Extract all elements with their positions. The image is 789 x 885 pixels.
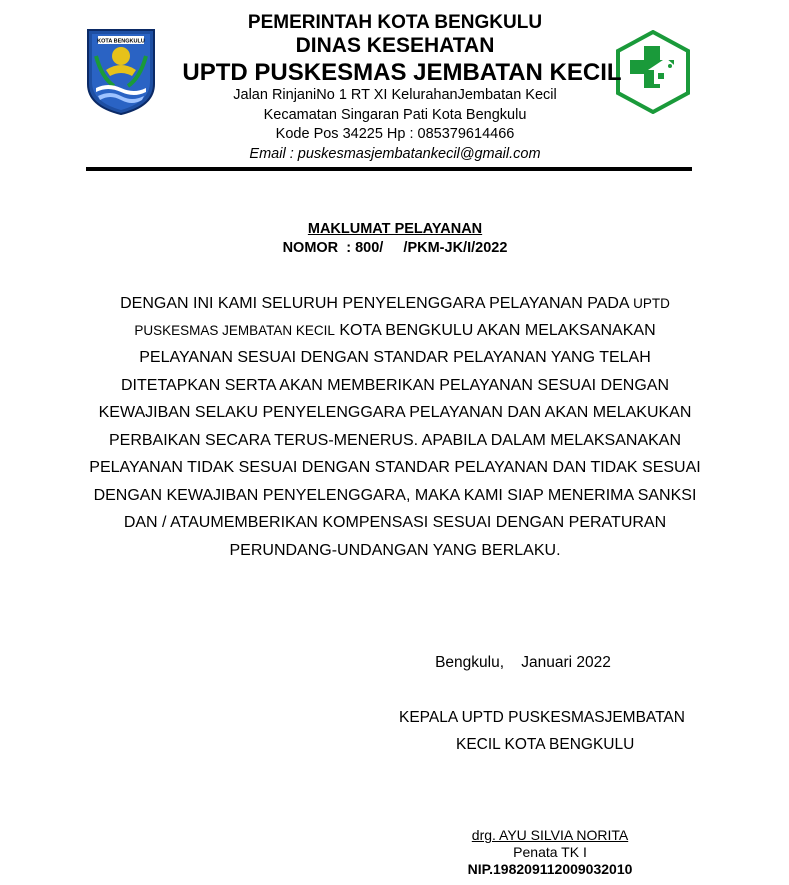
position-line-1: KEPALA UPTD PUSKESMASJEMBATAN bbox=[399, 709, 685, 726]
body-line-2 bbox=[60, 322, 730, 340]
city-crest-logo bbox=[84, 26, 158, 116]
header-department: DINAS KESEHATAN bbox=[295, 34, 495, 57]
body-line-10: PERUNDANG-UNDANGAN YANG BERLAKU. bbox=[229, 542, 561, 559]
header-address-postal: Kode Pos 34225 Hp : 085379614466 bbox=[275, 126, 515, 142]
signer-name: drg. AYU SILVIA NORITA bbox=[471, 827, 629, 843]
body-text: PUSKESMAS JEMBATAN KECIL bbox=[134, 323, 335, 338]
svg-text:KOTA BENGKULU: KOTA BENGKULU bbox=[97, 38, 145, 45]
header-address-district: Kecamatan Singaran Pati Kota Bengkulu bbox=[263, 107, 527, 123]
body-text: KOTA BENGKULU AKAN MELAKSANAKAN bbox=[334, 322, 656, 339]
letterhead-divider bbox=[86, 167, 692, 171]
header-email: Email : puskesmasjembatankecil@gmail.com bbox=[249, 146, 541, 162]
body-line-7: PELAYANAN TIDAK SESUAI DENGAN STANDAR PELAYANAN DAN TIDAK SESUAI bbox=[89, 459, 701, 476]
document-number: NOMOR : 800/ /PKM-JK/I/2022 bbox=[282, 240, 508, 256]
place-date: Bengkulu, Januari 2022 bbox=[435, 654, 611, 671]
body-line-3: PELAYANAN SESUAI DENGAN STANDAR PELAYANAN YANG TELAH bbox=[139, 349, 651, 366]
body-line-8: DENGAN KEWAJIBAN PENYELENGGARA, MAKA KAMI SIAP MENERIMA SANKSI bbox=[93, 487, 697, 504]
body-text: UPTD bbox=[633, 296, 670, 311]
body-line-4: DITETAPKAN SERTA AKAN MEMBERIKAN PELAYANAN SESUAI DENGAN bbox=[121, 377, 669, 394]
header-government: PEMERINTAH KOTA BENGKULU bbox=[247, 12, 543, 33]
body-text: DENGAN INI KAMI SELURUH PENYELENGGARA PELAYANAN PADA bbox=[120, 295, 634, 312]
body-line-1 bbox=[60, 295, 730, 313]
body-line-5: KEWAJIBAN SELAKU PENYELENGGARA PELAYANAN DAN AKAN MELAKUKAN bbox=[98, 404, 692, 421]
signer-nip: NIP.198209112009032010 bbox=[467, 861, 633, 877]
body-line-6: PERBAIKAN SECARA TERUS-MENERUS. APABILA DALAM MELAKSANAKAN bbox=[108, 432, 682, 449]
signer-rank: Penata TK I bbox=[513, 844, 587, 860]
header-institution: UPTD PUSKESMAS JEMBATAN KECIL bbox=[182, 59, 622, 86]
header-address-street: Jalan RinjaniNo 1 RT XI KelurahanJembatan Kecil bbox=[233, 87, 557, 103]
position-line-2: KECIL KOTA BENGKULU bbox=[456, 736, 635, 753]
document-title: MAKLUMAT PELAYANAN bbox=[307, 221, 483, 237]
body-line-9: DAN / ATAUMEMBERIKAN KOMPENSASI SESUAI DENGAN PERATURAN bbox=[123, 514, 667, 531]
